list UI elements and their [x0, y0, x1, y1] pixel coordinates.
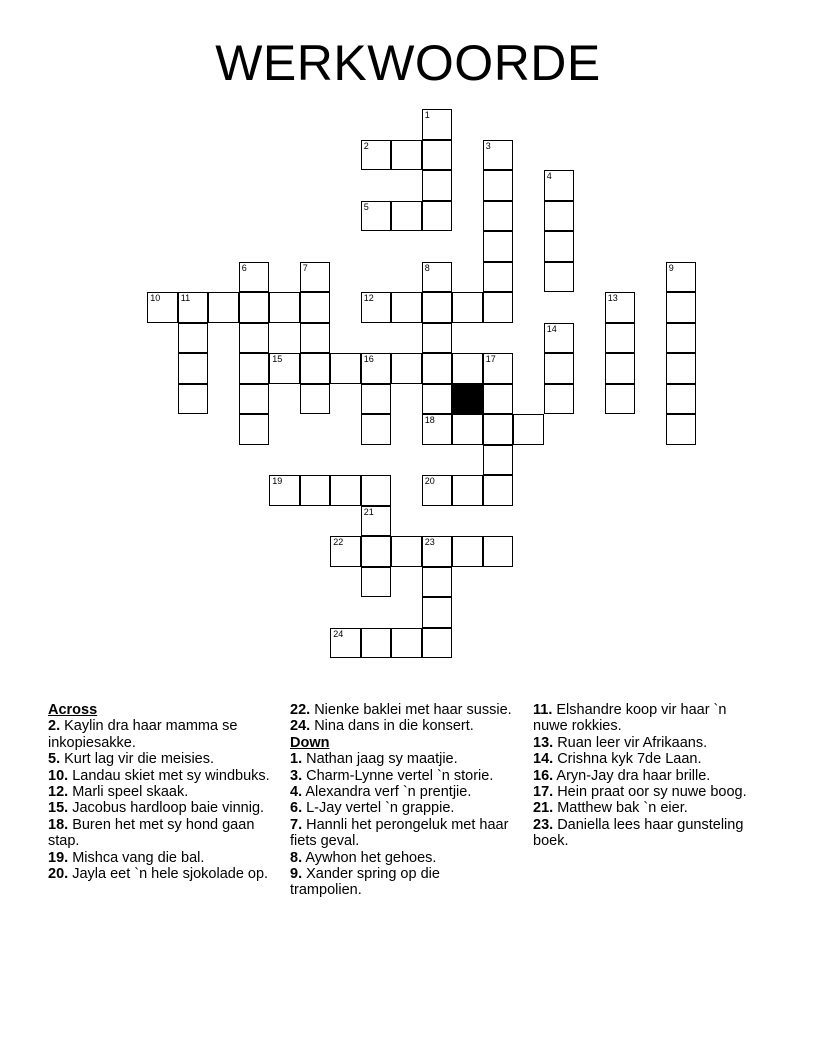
grid-cell[interactable] — [269, 292, 300, 323]
grid-cell[interactable] — [361, 628, 392, 659]
grid-cell[interactable] — [391, 353, 422, 384]
clue-text: Mishca vang die bal. — [68, 849, 205, 866]
grid-cell[interactable] — [483, 262, 514, 293]
cell-number: 13 — [607, 293, 618, 304]
down-clue — [290, 850, 515, 866]
clue-number: 22. — [290, 702, 311, 718]
clue-text: Jayla eet `n hele sjokolade op. — [68, 866, 269, 883]
grid-cell[interactable] — [483, 231, 514, 262]
down-heading: Down — [290, 734, 330, 751]
clue-number: 9. — [290, 866, 303, 883]
clue-text: Hein praat oor sy nuwe boog. — [553, 784, 747, 801]
grid-cell[interactable] — [300, 353, 331, 384]
grid-cell[interactable] — [330, 628, 361, 659]
clue-number: 14. — [533, 751, 554, 768]
grid-cell[interactable] — [483, 140, 514, 171]
clue-text: Nathan jaag sy maatjie. — [302, 751, 458, 768]
grid-cell[interactable] — [178, 292, 209, 323]
clue-number: 20. — [48, 866, 69, 883]
grid-cell[interactable] — [422, 414, 453, 445]
clue-text: Nina dans in die konsert. — [310, 718, 474, 735]
clue-number: 16. — [533, 767, 554, 784]
cell-number: 22 — [333, 537, 344, 548]
grid-cell[interactable] — [544, 170, 575, 201]
grid-cell[interactable] — [544, 323, 575, 354]
grid-cell[interactable] — [544, 353, 575, 384]
grid-cell[interactable] — [361, 475, 392, 506]
grid-cell[interactable] — [178, 323, 209, 354]
grid-cell[interactable] — [452, 292, 483, 323]
clue-number: 11. — [533, 702, 553, 718]
down-clue — [533, 702, 763, 735]
across-clue — [48, 751, 276, 767]
down-clue — [290, 800, 515, 816]
cell-number: 12 — [363, 293, 374, 304]
across-clue — [48, 800, 276, 816]
cell-number: 23 — [424, 537, 435, 548]
clue-number: 12. — [48, 784, 69, 801]
clue-text: Hannli het perongeluk met haar fiets geval. — [290, 816, 509, 850]
across-clue — [48, 817, 276, 850]
grid-cell[interactable] — [239, 384, 270, 415]
grid-cell[interactable] — [178, 384, 209, 415]
grid-cell[interactable] — [361, 414, 392, 445]
grid-cell[interactable] — [452, 475, 483, 506]
grid-cell[interactable] — [605, 292, 636, 323]
clue-text: Jacobus hardloop baie vinnig. — [68, 800, 265, 817]
across-clue — [290, 718, 515, 734]
grid-cell[interactable] — [452, 353, 483, 384]
cell-number: 4 — [546, 171, 552, 182]
clue-number: 2. — [48, 718, 61, 735]
across-clue — [48, 718, 276, 751]
clue-number: 13. — [533, 734, 554, 751]
down-clue — [533, 751, 763, 767]
grid-cell[interactable] — [422, 567, 453, 598]
grid-cell[interactable] — [239, 414, 270, 445]
grid-cell[interactable] — [483, 353, 514, 384]
clue-number: 8. — [290, 849, 303, 866]
clue-text: Kurt lag vir die meisies. — [60, 751, 215, 768]
clue-text: Aryn-Jay dra haar brille. — [553, 767, 711, 784]
grid-cell[interactable] — [483, 445, 514, 476]
clues-column-3 — [533, 702, 763, 850]
clue-text: Kaylin dra haar mamma se inkopiesakke. — [48, 718, 238, 751]
grid-cell[interactable] — [422, 262, 453, 293]
clue-text: Nienke baklei met haar sussie. — [310, 702, 512, 718]
grid-cell[interactable] — [666, 292, 697, 323]
clue-text: Alexandra verf `n prentjie. — [302, 784, 472, 801]
grid-cell[interactable] — [239, 262, 270, 293]
cell-number: 21 — [363, 506, 374, 517]
grid-cell[interactable] — [605, 323, 636, 354]
grid-cell[interactable] — [422, 201, 453, 232]
grid-cell[interactable] — [361, 292, 392, 323]
grid-cell[interactable] — [422, 353, 453, 384]
grid-cell[interactable] — [269, 475, 300, 506]
grid-cell[interactable] — [391, 292, 422, 323]
down-clue — [533, 784, 763, 800]
cell-number: 11 — [180, 293, 191, 304]
grid-cell[interactable] — [605, 384, 636, 415]
grid-cell[interactable] — [422, 323, 453, 354]
clue-number: 3. — [290, 767, 303, 784]
clue-number: 18. — [48, 816, 69, 833]
grid-cell[interactable] — [666, 353, 697, 384]
grid-cell[interactable] — [483, 414, 514, 445]
clue-number: 23. — [533, 816, 554, 833]
clue-number: 4. — [290, 784, 303, 801]
grid-cell[interactable] — [208, 292, 239, 323]
cell-number: 3 — [485, 140, 491, 151]
clue-number: 10. — [48, 767, 69, 784]
grid-cell[interactable] — [666, 262, 697, 293]
clue-text: Charm-Lynne vertel `n storie. — [302, 767, 494, 784]
clue-text: Xander spring op die trampolien. — [290, 866, 440, 899]
grid-cell[interactable] — [361, 536, 392, 567]
down-clue — [290, 751, 515, 767]
grid-cell[interactable] — [483, 292, 514, 323]
down-clue — [290, 866, 515, 899]
down-clue — [533, 800, 763, 816]
grid-cell[interactable] — [666, 414, 697, 445]
grid-cell[interactable] — [361, 201, 392, 232]
cell-number: 15 — [272, 354, 283, 365]
grid-cell[interactable] — [239, 292, 270, 323]
clue-number: 19. — [48, 849, 69, 866]
clue-text: Marli speel skaak. — [68, 784, 189, 801]
clue-number: 21. — [533, 800, 554, 817]
grid-cell[interactable] — [452, 414, 483, 445]
cell-number: 20 — [424, 476, 435, 487]
grid-cell[interactable] — [300, 292, 331, 323]
grid-cell[interactable] — [391, 140, 422, 171]
grid-cell[interactable] — [330, 536, 361, 567]
grid-cell[interactable] — [330, 475, 361, 506]
grid-cell[interactable] — [422, 170, 453, 201]
cell-number: 7 — [302, 262, 308, 273]
clue-text: Buren het met sy hond gaan stap. — [48, 816, 255, 850]
grid-cell[interactable] — [391, 628, 422, 659]
cell-number: 1 — [424, 110, 430, 121]
grid-cell[interactable] — [422, 384, 453, 415]
grid-cell[interactable] — [422, 597, 453, 628]
clue-text: Landau skiet met sy windbuks. — [68, 767, 270, 784]
grid-cell[interactable] — [422, 536, 453, 567]
cell-number: 18 — [424, 415, 435, 426]
grid-cell[interactable] — [544, 262, 575, 293]
down-clue — [290, 784, 515, 800]
grid-cell[interactable] — [361, 567, 392, 598]
clue-text: Aywhon het gehoes. — [302, 849, 437, 866]
grid-cell[interactable] — [147, 292, 178, 323]
clue-number: 17. — [533, 784, 554, 801]
across-heading: Across — [48, 702, 98, 718]
cell-number: 16 — [363, 354, 374, 365]
clue-number: 1. — [290, 751, 303, 768]
clue-text: L-Jay vertel `n grappie. — [302, 800, 455, 817]
grid-cell[interactable] — [483, 475, 514, 506]
grid-cell[interactable] — [300, 262, 331, 293]
cell-number: 8 — [424, 262, 430, 273]
grid-cell[interactable] — [239, 353, 270, 384]
grid-cell[interactable] — [422, 475, 453, 506]
cell-number: 6 — [241, 262, 247, 273]
grid-cell[interactable] — [330, 353, 361, 384]
cell-number: 17 — [485, 354, 496, 365]
clue-number: 15. — [48, 800, 69, 817]
clues-column-1 — [48, 702, 276, 882]
cell-number: 9 — [668, 262, 674, 273]
clue-text: Daniella lees haar gunsteling boek. — [533, 816, 744, 850]
grid-cell[interactable] — [666, 323, 697, 354]
grid-cell[interactable] — [361, 140, 392, 171]
across-clue — [48, 784, 276, 800]
cell-number: 10 — [150, 293, 161, 304]
across-clue — [48, 866, 276, 882]
grid-cell[interactable] — [300, 475, 331, 506]
grid-cell[interactable] — [422, 109, 453, 140]
grid-cell[interactable] — [513, 414, 544, 445]
grid-cell[interactable] — [269, 353, 300, 384]
grid-cell[interactable] — [544, 384, 575, 415]
clue-text: Matthew bak `n eier. — [553, 800, 688, 817]
grid-cell[interactable] — [483, 201, 514, 232]
clue-number: 7. — [290, 816, 303, 833]
clue-number: 5. — [48, 751, 61, 768]
grid-cell[interactable] — [300, 323, 331, 354]
clue-text: Crishna kyk 7de Laan. — [553, 751, 702, 768]
clues-column-2 — [290, 702, 515, 899]
across-clue — [48, 768, 276, 784]
grid-cell[interactable] — [361, 506, 392, 537]
grid-cell[interactable] — [483, 384, 514, 415]
clue-text: Elshandre koop vir haar `n nuwe rokkies. — [533, 702, 727, 735]
down-clue — [533, 768, 763, 784]
across-clue — [48, 850, 276, 866]
clue-number: 24. — [290, 718, 311, 735]
cell-number: 19 — [272, 476, 283, 487]
grid-cell[interactable] — [178, 353, 209, 384]
grid-cell[interactable] — [422, 140, 453, 171]
cell-number: 14 — [546, 323, 557, 334]
grid-cell[interactable] — [452, 536, 483, 567]
puzzle-title: WERKWOORDE — [215, 35, 601, 91]
clue-text: Ruan leer vir Afrikaans. — [553, 734, 708, 751]
down-clue — [533, 735, 763, 751]
grid-cell[interactable] — [391, 201, 422, 232]
grid-cell[interactable] — [361, 384, 392, 415]
grid-cell[interactable] — [422, 292, 453, 323]
grid-cell[interactable] — [605, 353, 636, 384]
grid-cell[interactable] — [483, 170, 514, 201]
grid-cell[interactable] — [666, 384, 697, 415]
black-square — [452, 384, 483, 415]
grid-cell[interactable] — [483, 536, 514, 567]
cell-number: 24 — [333, 628, 344, 639]
across-clue — [290, 702, 515, 718]
grid-cell[interactable] — [422, 628, 453, 659]
down-clue — [533, 817, 763, 850]
clue-number: 6. — [290, 800, 303, 817]
grid-cell[interactable] — [544, 201, 575, 232]
cell-number: 5 — [363, 201, 369, 212]
cell-number: 2 — [363, 140, 369, 151]
grid-cell[interactable] — [300, 384, 331, 415]
grid-cell[interactable] — [544, 231, 575, 262]
grid-cell[interactable] — [391, 536, 422, 567]
down-clue — [290, 817, 515, 850]
grid-cell[interactable] — [361, 353, 392, 384]
down-clue — [290, 768, 515, 784]
grid-cell[interactable] — [239, 323, 270, 354]
